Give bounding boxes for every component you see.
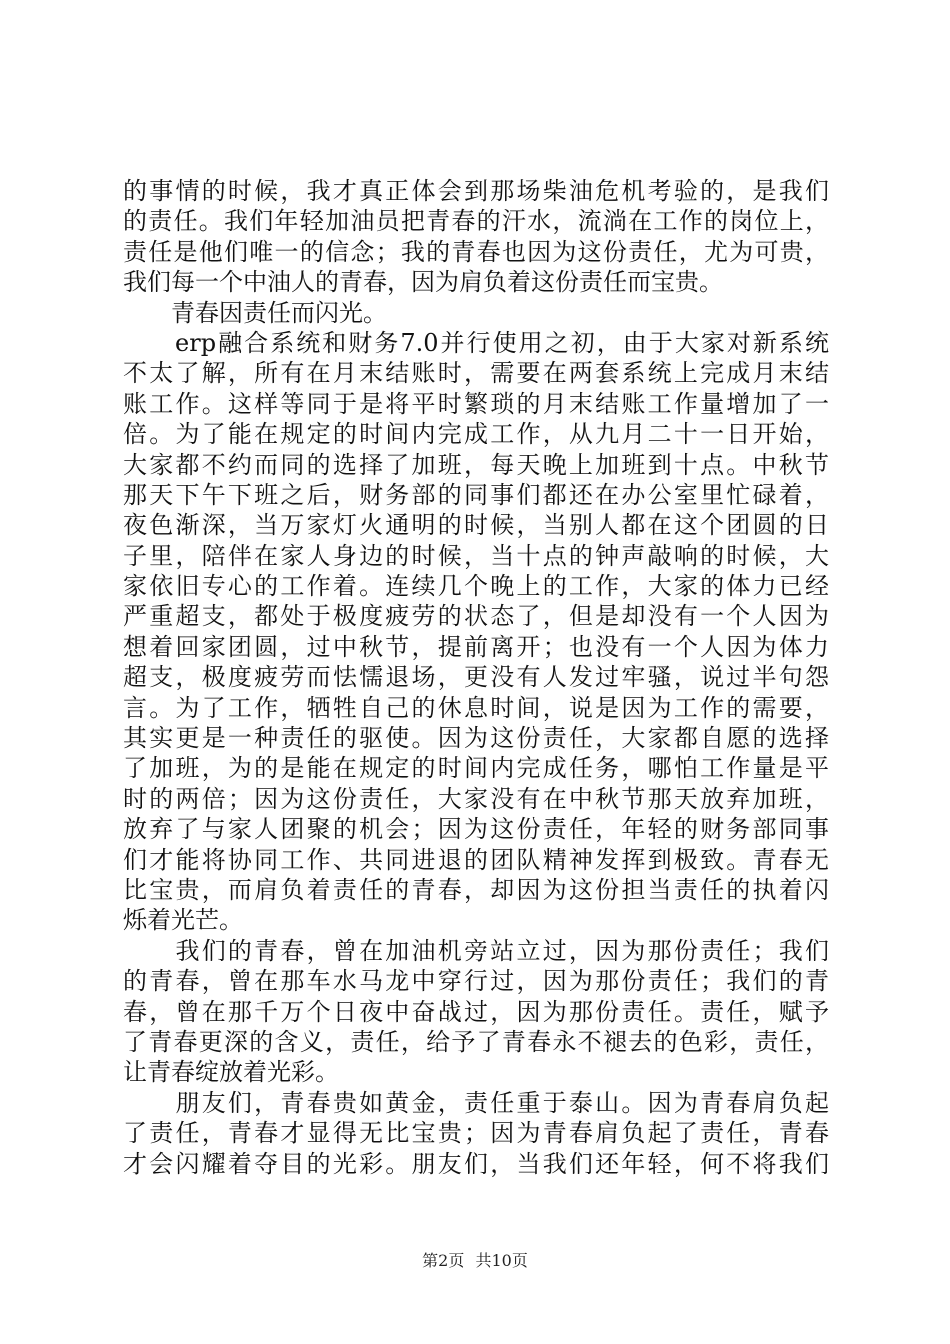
text-line: 不太了解，所有在月末结账时，需要在两套系统上完成月末结 <box>123 359 829 388</box>
text-line: 我们每一个中油人的青春，因为肩负着这份责任而宝贵。 <box>123 268 723 297</box>
text-line: 的青春，曾在那车水马龙中穿行过，因为那份责任；我们的青 <box>123 967 829 996</box>
text-line: 了青春更深的含义，责任，给予了青春永不褪去的色彩，责任， <box>123 1027 829 1056</box>
text-line: 时的两倍；因为这份责任，大家没有在中秋节那天放弃加班， <box>123 784 829 813</box>
text-line: 了加班，为的是能在规定的时间内完成任务，哪怕工作量是平 <box>123 754 829 783</box>
text-line: 的事情的时候，我才真正体会到那场柴油危机考验的，是我们 <box>123 177 829 205</box>
text-line: 我们的青春，曾在加油机旁站立过，因为那份责任；我们 <box>123 936 829 965</box>
text-line: 了责任，青春才显得无比宝贵；因为青春肩负起了责任，青春 <box>123 1119 829 1148</box>
text-line: 想着回家团圆，过中秋节，提前离开；也没有一个人因为体力 <box>123 632 829 661</box>
page-total: 共10页 <box>475 1251 528 1270</box>
text-line: 账工作。这样等同于是将平时繁琐的月末结账工作量增加了一 <box>123 389 829 418</box>
text-line: 那天下午下班之后，财务部的同事们都还在办公室里忙碌着， <box>123 480 829 509</box>
text-line: 们才能将协同工作、共同进退的团队精神发挥到极致。青春无 <box>123 845 829 874</box>
text-line: 家依旧专心的工作着。连续几个晚上的工作，大家的体力已经 <box>123 572 829 601</box>
text-line: 春，曾在那千万个日夜中奋战过，因为那份责任。责任，赋予 <box>123 997 829 1026</box>
text-line: 超支，极度疲劳而怯懦退场，更没有人发过牢骚，说过半句怨 <box>123 663 829 692</box>
text-line: 让青春绽放着光彩。 <box>123 1058 339 1087</box>
text-line: 倍。为了能在规定的时间内完成工作，从九月二十一日开始， <box>123 420 829 449</box>
text-line: 朋友们，青春贵如黄金，责任重于泰山。因为青春肩负起 <box>123 1088 829 1117</box>
text-line: 其实更是一种责任的驱使。因为这份责任，大家都自愿的选择 <box>123 724 829 753</box>
text-line: 的责任。我们年轻加油员把青春的汗水，流淌在工作的岗位上， <box>123 207 829 236</box>
text-line: 严重超支，都处于极度疲劳的状态了，但是却没有一个人因为 <box>123 602 829 631</box>
text-line: 放弃了与家人团聚的机会；因为这份责任，年轻的财务部同事 <box>123 815 829 844</box>
text-line: 才会闪耀着夺目的光彩。朋友们，当我们还年轻，何不将我们 <box>123 1149 829 1178</box>
text-line: 烁着光芒。 <box>123 906 243 935</box>
text-line: 夜色渐深，当万家灯火通明的时候，当别人都在这个团圆的日 <box>123 511 829 540</box>
page-number: 第2页 <box>422 1251 465 1270</box>
text-line: 子里，陪伴在家人身边的时候，当十点的钟声敲响的时候，大 <box>123 541 829 570</box>
text-line: 比宝贵，而肩负着责任的青春，却因为这份担当责任的执着闪 <box>123 875 829 904</box>
body-text <box>123 176 829 1179</box>
text-line: 大家都不约而同的选择了加班，每天晚上加班到十点。中秋节 <box>123 450 829 479</box>
text-line: 言。为了工作，牺牲自己的休息时间，说是因为工作的需要， <box>123 693 829 722</box>
text-line: 青春因责任而闪光。 <box>123 298 387 327</box>
text-line: 责任是他们唯一的信念；我的青春也因为这份责任，尤为可贵， <box>123 237 829 266</box>
text-line: erp融合系统和财务7.0并行使用之初，由于大家对新系统 <box>123 328 829 357</box>
page-footer <box>0 1248 950 1271</box>
